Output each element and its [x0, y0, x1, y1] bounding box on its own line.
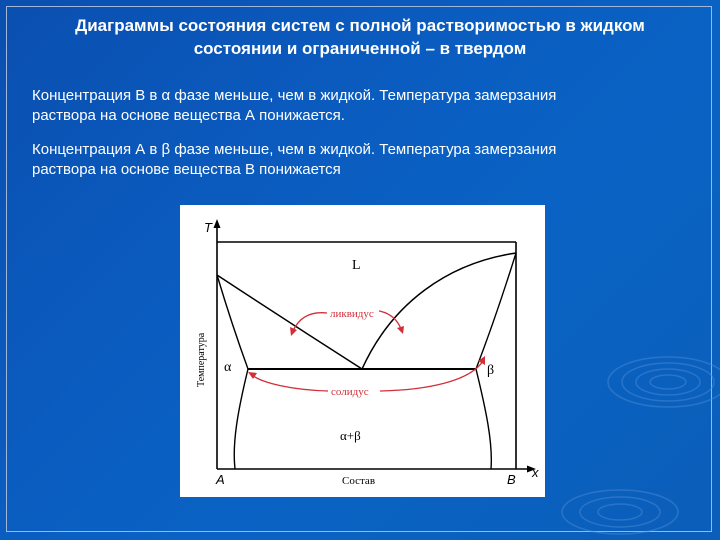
alpha-region-label: α: [224, 360, 232, 375]
liquidus-label: ликвидус: [330, 308, 374, 320]
liquid-region-label: L: [352, 258, 361, 273]
axis-x-label: x: [532, 465, 539, 480]
temperature-axis-arrow: [214, 219, 221, 228]
liquidus-arrow-left-head: [290, 327, 297, 336]
paragraph-beta-line-1: Концентрация А в β фазе меньше, чем в жидкой. Температура замерзания: [32, 141, 557, 158]
solvus-beta-curve: [476, 369, 491, 469]
liquidus-arrow-right-head: [397, 326, 404, 334]
solidus-arrow-left: [252, 375, 328, 391]
solidus-arrow-right: [380, 361, 483, 391]
solidus-label: солидус: [331, 386, 369, 398]
slide-title: [12, 14, 708, 60]
paragraph-alpha-line-2: раствора на основе вещества А понижается.: [32, 107, 345, 124]
paragraph-beta: [32, 140, 692, 180]
phase-diagram-svg: [180, 205, 545, 497]
ylabel-temperature: Температура: [196, 332, 207, 387]
liquidus-left-curve: [217, 275, 362, 369]
component-b-label: B: [507, 472, 516, 487]
solvus-alpha-curve: [234, 369, 248, 469]
beta-region-label: β: [487, 363, 495, 378]
axis-t-label: T: [204, 220, 212, 235]
component-a-label: A: [216, 472, 225, 487]
phase-diagram: [180, 205, 545, 497]
two-phase-region-label: α+β: [340, 428, 361, 443]
title-line-2: состоянии и ограниченной – в твердом: [193, 39, 527, 58]
paragraph-beta-line-2: раствора на основе вещества В понижается: [32, 161, 341, 178]
paragraph-alpha-line-1: Концентрация B в α фазе меньше, чем в жидкой. Температура замерзания: [32, 87, 557, 104]
liquidus-right-curve: [362, 253, 516, 369]
paragraph-alpha: [32, 86, 692, 126]
xlabel-composition: Состав: [342, 475, 376, 487]
solidus-beta-curve: [476, 253, 516, 369]
solidus-alpha-curve: [217, 275, 248, 369]
title-line-1: Диаграммы состояния систем с полной растворимостью в жидком: [75, 16, 645, 35]
